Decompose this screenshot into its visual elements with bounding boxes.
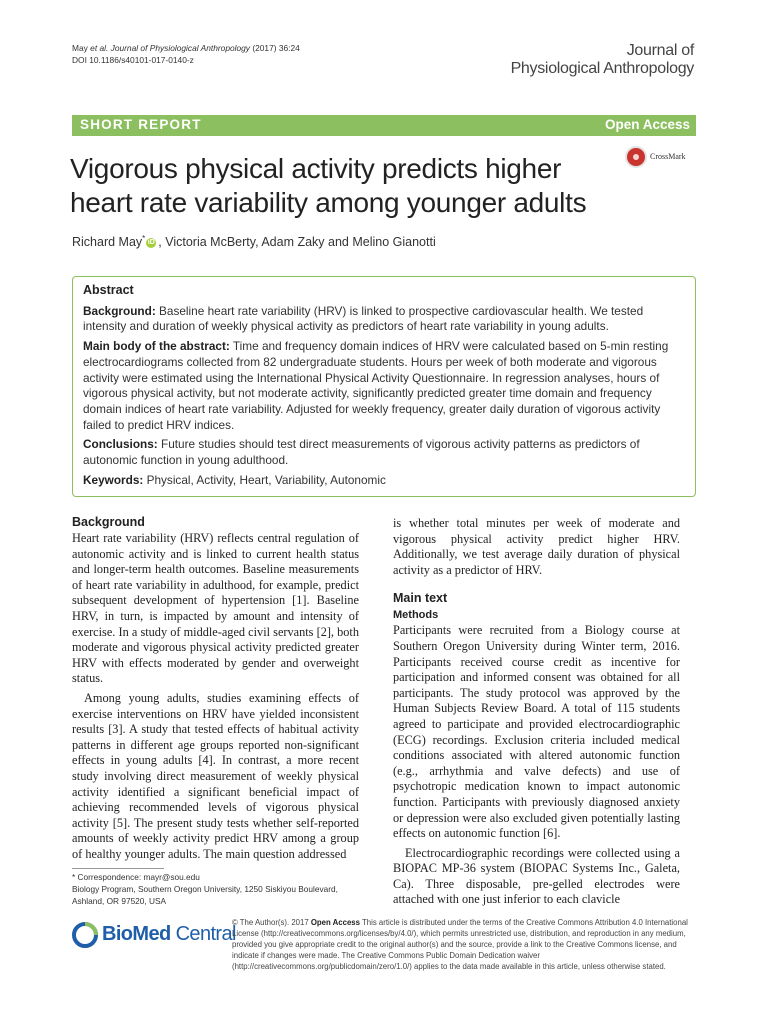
- background-paragraph-2: Among young adults, studies examining effects of exercise interventions on HRV have yielded inconsistent results [3]. A study that tested effects of habitual activity patterns in different age groups reported non-significant effects in young adults [4]. In contrast, a more recent study involving direct measurement of weekly physical activity identified a significant beneficial impact of achieving recommended levels of vigorous physical activity [5]. The present study tests whether self-reported amounts of weekly activity predict HRV among a group of healthy younger adults. The main question addressed: [72, 690, 359, 861]
- article-title: [70, 152, 630, 220]
- doi[interactable]: DOI 10.1186/s40101-017-0140-z: [72, 55, 194, 65]
- methods-paragraph-2: Electrocardiographic recordings were collected using a BIOPAC MP-36 system (BIOPAC Systems Inc., Galeta, Ca). Three disposable, pre-gelled electrodes were attached with one just inferior to each clavicle: [393, 845, 680, 907]
- citation-authors: May: [72, 43, 91, 53]
- author-rest: , Victoria McBerty, Adam Zaky and Melino Gianotti: [158, 235, 436, 250]
- abstract-heading: Abstract: [83, 283, 134, 297]
- abstract-conclusions-text: Future studies should test direct measurements of vigorous activity patterns as predictors of autonomic function in young adulthood.: [83, 437, 640, 468]
- license-statement: [232, 918, 696, 973]
- crossmark-badge[interactable]: [625, 146, 697, 170]
- title-line-2: heart rate variability among younger adults: [70, 187, 587, 218]
- biomed-central-logo[interactable]: [72, 920, 236, 956]
- article-type: SHORT REPORT: [80, 117, 202, 132]
- crossmark-label: CrossMark: [650, 152, 686, 161]
- author-first[interactable]: Richard May: [72, 235, 143, 250]
- main-text-heading: Main text: [393, 591, 448, 606]
- citation-year: (2017) 36:24: [250, 43, 300, 53]
- background-continuation: is whether total minutes per week of moderate and vigorous physical activity predict higher HRV. Additionally, we test average daily duration of physical activity as a predictor of HRV.: [393, 516, 680, 577]
- abstract-box: [72, 276, 696, 497]
- publisher-name-bold: BioMed: [102, 923, 171, 945]
- journal-name-line1: Journal of: [626, 42, 694, 59]
- methods-heading: Methods: [393, 609, 439, 622]
- keywords-label: Keywords:: [83, 472, 144, 487]
- open-access-label: Open Access: [604, 117, 690, 132]
- correspondence-address-2: Ashland, OR 97520, USA: [72, 896, 167, 906]
- abstract-conclusions-label: Conclusions:: [83, 437, 158, 452]
- abstract-conclusions: [83, 437, 685, 468]
- background-heading: Background: [72, 515, 145, 529]
- author-list: [72, 234, 436, 249]
- footnote-rule: [72, 868, 164, 869]
- abstract-main-label: Main body of the abstract:: [83, 339, 230, 354]
- abstract-background: [83, 304, 685, 335]
- keywords-text: Physical, Activity, Heart, Variability, Autonomic: [143, 472, 386, 487]
- crossmark-icon: [625, 146, 647, 168]
- abstract-main-text: Time and frequency domain indices of HRV were calculated based on 5-min resting electrocardiograms collected from 82 undergraduate students. Hours per week of both moderate and vigorous activity were estimated using the International Physical Activity Questionnaire. In regression analyses, hours of vigorous physical activity, but not moderate activity, significantly predicted greater time domain and frequency domain indices of heart rate variability. Adjusted for weekly frequency, greater daily duration of vigorous activity failed to predict HRV indices.: [83, 339, 669, 432]
- background-paragraph-1: Heart rate variability (HRV) reflects central regulation of autonomic activity and is linked to current health status and longer-term health outcomes. Baseline measurements of heart rate variability in adulthood, for example, predict subsequent development of hypertension [1]. Baseline HRV, in turn, is impacted by amount and intensity of exercise. In a study of middle-aged civil servants [2], both moderate and vigorous physical activity predicted greater HRV with effects moderated by gender and overweight status.: [72, 531, 359, 686]
- left-column: [72, 514, 359, 862]
- citation-journal: et al. Journal of Physiological Anthropology: [90, 43, 250, 53]
- methods-paragraph-1: Participants were recruited from a Biology course at Southern Oregon University during Winter term, 2016. Participants received course credit as incentive for participation and informed consent was obtained for all participants. The study protocol was approved by the Human Subjects Review Board. A total of 115 students agreed to participate and provided electrocardiographic (ECG) recordings. Exclusion criteria included medical conditions associated with altered autonomic function (e.g., arrhythmia and valve defects) and use of psychotropic medication known to impact autonomic function. Participants with previously diagnosed anxiety or depression were also excluded given potentially lasting effects on autonomic function [6].: [393, 623, 680, 841]
- correspondence-email[interactable]: * Correspondence: mayr@sou.edu: [72, 872, 200, 882]
- abstract-background-text: Baseline heart rate variability (HRV) is linked to prospective cardiovascular health. We tested intensity and duration of weekly physical activity as predictors of heart rate variability in young adults.: [83, 303, 644, 334]
- abstract-background-label: Background:: [83, 303, 156, 318]
- license-text: This article is distributed under the terms of the Creative Commons Attribution 4.0 International License (http://creativecommons.org/licenses/by/4.0/), which permits unrestricted use, distribution, and reproduction in any medium, provided you give appropriate credit to the original author(s) and the source, provide a link to the Creative Commons license, and indicate if changes were made. The Creative Commons Public Domain Dedication waiver (http://creativecommons.org/publicdomain/zero/1.0/) applies to the data made available in this article, unless otherwise stated.: [232, 918, 688, 971]
- publisher-name-rest: Central: [170, 923, 236, 945]
- copyright-prefix: © The Author(s). 2017: [232, 918, 311, 927]
- orcid-icon[interactable]: iD: [147, 238, 155, 246]
- right-column: [393, 516, 680, 908]
- biomed-central-icon: [72, 922, 98, 948]
- title-line-1: Vigorous physical activity predicts higher: [70, 153, 562, 184]
- correspondence-footnote: [72, 871, 338, 907]
- journal-logo: [511, 42, 694, 78]
- abstract-keywords: [83, 473, 685, 489]
- abstract-main: [83, 339, 685, 433]
- publisher-name: [102, 923, 236, 946]
- journal-name-line2: Physiological Anthropology: [510, 60, 694, 77]
- article-type-banner: [72, 115, 696, 136]
- license-open-access: Open Access: [310, 918, 360, 927]
- corresponding-mark: *: [142, 234, 146, 243]
- correspondence-address-1: Biology Program, Southern Oregon University, 1250 Siskiyou Boulevard,: [72, 884, 338, 894]
- citation-header: [72, 42, 300, 66]
